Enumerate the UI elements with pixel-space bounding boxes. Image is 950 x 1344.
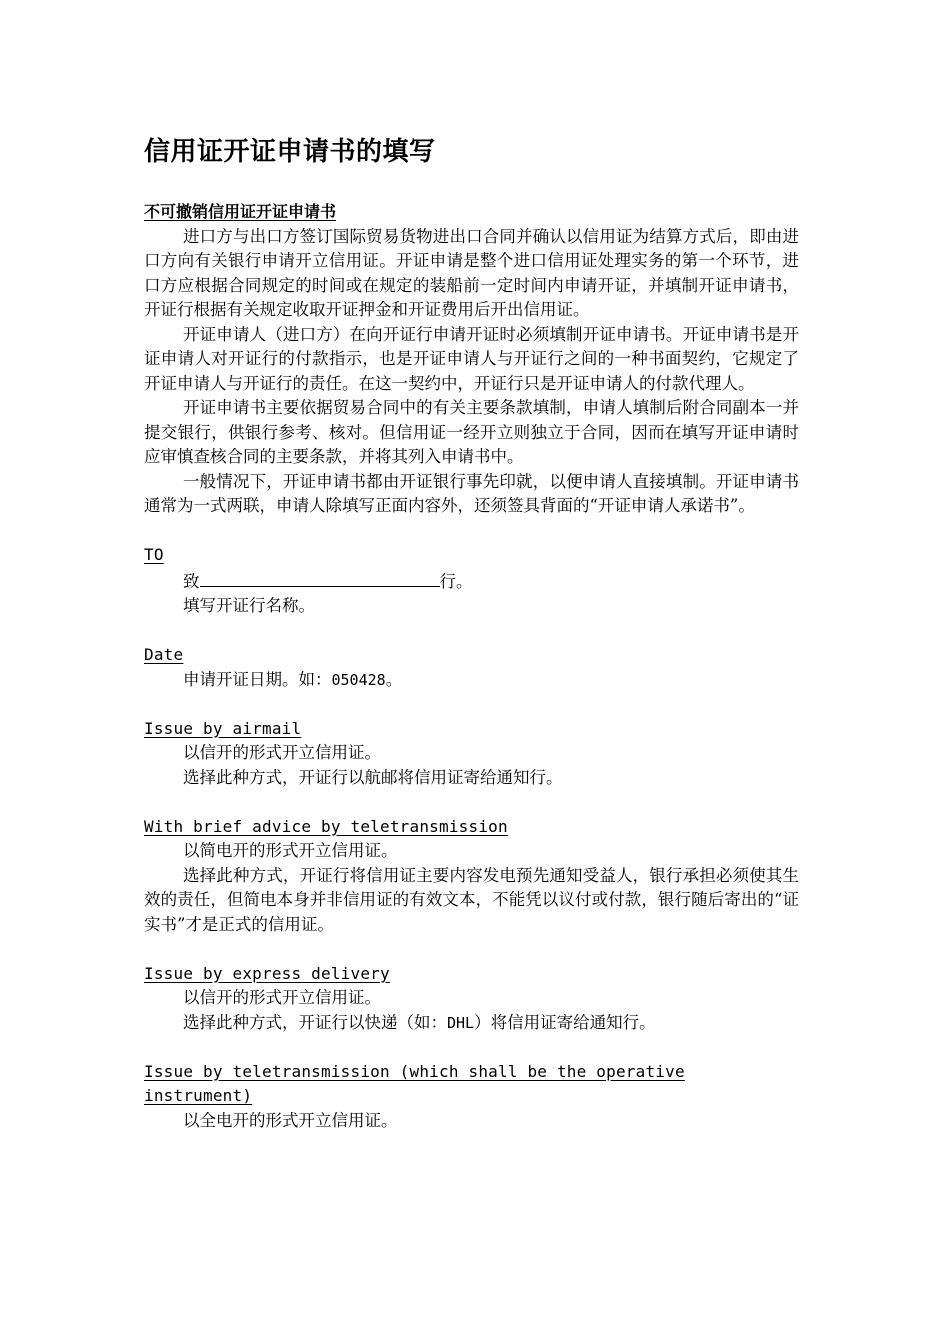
date-note-prefix: 申请开证日期。如： xyxy=(183,669,332,689)
bank-name-blank xyxy=(200,568,440,587)
airmail-line: 以信开的形式开立信用证。 xyxy=(183,743,381,762)
express-line2-prefix: 选择此种方式，开证行以快递（如： xyxy=(183,1012,447,1032)
teletransmission-line: 以全电开的形式开立信用证。 xyxy=(183,1110,398,1130)
to-note: 填写开证行名称。 xyxy=(183,596,315,615)
section-heading-to: TO xyxy=(144,545,164,564)
section-heading-airmail: Issue by airmail xyxy=(144,718,302,738)
date-example: 050428 xyxy=(331,670,386,689)
brief-advice-line: 以简电开的形式开立信用证。 xyxy=(183,841,398,860)
document-page xyxy=(144,134,799,1133)
express-line2-suffix: ）将信用证寄给通知行。 xyxy=(474,1012,656,1032)
date-note xyxy=(144,668,799,693)
express-carrier: DHL xyxy=(447,1013,475,1032)
paragraph: 一般情况下，开证申请书都由开证银行事先印就，以便申请人直接填制。开证申请书通常为一式两联，申请人除填写正面内容外，还须签具背面的“开证申请人承诺书”。 xyxy=(144,471,799,515)
to-suffix: 行。 xyxy=(439,571,473,591)
airmail-line: 选择此种方式，开证行以航邮将信用证寄给通知行。 xyxy=(183,767,563,787)
express-line: 以信开的形式开立信用证。 xyxy=(183,988,381,1007)
section-heading-express-delivery: Issue by express delivery xyxy=(144,963,390,983)
to-bank-line xyxy=(144,568,799,595)
date-note-suffix: 。 xyxy=(385,669,403,689)
paragraph: 开证申请书主要依据贸易合同中的有关主要条款填制，申请人填制后附合同副本一并提交银行，供银行参考、核对。但信用证一经开立则独立于合同，因而在填写开证申请时应审慎查核合同的主要条款，并将其列入申请书中。 xyxy=(144,398,799,466)
document-title: 信用证开证申请书的填写 xyxy=(144,137,436,167)
brief-advice-line: 选择此种方式，开证行将信用证主要内容发电预先通知受益人，银行承担必须使其生效的责任，但简电本身并非信用证的有效文本，不能凭以议付或付款，银行随后寄出的“证实书”才是正式的信用证。 xyxy=(144,865,799,934)
section-heading-date: Date xyxy=(144,645,184,664)
section-heading-irrevocable-lc-application: 不可撤销信用证开证申请书 xyxy=(144,202,337,221)
section-heading-teletransmission: Issue by teletransmission (which shall be the operative instrument) xyxy=(144,1061,685,1105)
express-line xyxy=(144,1011,799,1036)
paragraph: 开证申请人（进口方）在向开证行申请开证时必须填制开证申请书。开证申请书是开证申请人对开证行的付款指示，也是开证申请人与开证行之间的一种书面契约，它规定了开证申请人与开证行的责任。在这一契约中，开证行只是开证申请人的付款代理人。 xyxy=(144,324,799,393)
paragraph: 进口方与出口方签订国际贸易货物进出口合同并确认以信用证为结算方式后，即由进口方向有关银行申请开立信用证。开证申请是整个进口信用证处理实务的第一个环节，进口方应根据合同规定的时间或在规定的装船前一定时间内申请开证，并填制开证申请书，开证行根据有关规定收取开证押金和开证费用后开出信用证。 xyxy=(144,226,799,319)
to-prefix: 致 xyxy=(183,571,200,591)
section-heading-brief-advice: With brief advice by teletransmission xyxy=(144,816,508,836)
